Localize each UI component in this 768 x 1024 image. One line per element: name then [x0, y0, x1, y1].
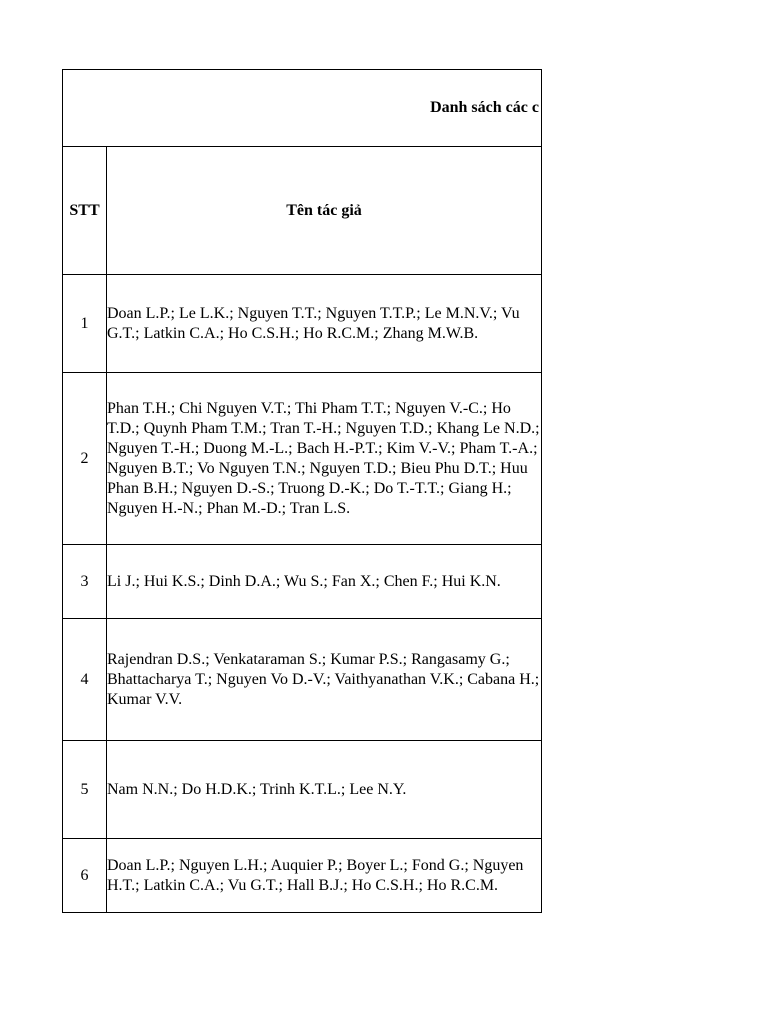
table-row [63, 619, 542, 741]
table-row [63, 373, 542, 545]
authors-table [62, 69, 542, 913]
row-number: 2 [63, 373, 107, 545]
row-number: 1 [63, 275, 107, 373]
table-title-cell [63, 70, 542, 147]
header-authors: Tên tác giả [107, 147, 542, 275]
table-title: Danh sách các c [430, 99, 539, 116]
row-number: 6 [63, 839, 107, 913]
row-authors: Rajendran D.S.; Venkataraman S.; Kumar P.S.; Rangasamy G.; Bhattacharya T.; Nguyen Vo D.-V.; Vaithyanathan V.K.; Cabana H.; Kumar V.V. [107, 619, 542, 741]
table-row [63, 741, 542, 839]
row-number: 3 [63, 545, 107, 619]
table-row [63, 839, 542, 913]
row-number: 5 [63, 741, 107, 839]
row-authors: Nam N.N.; Do H.D.K.; Trinh K.T.L.; Lee N.Y. [107, 741, 542, 839]
row-authors: Li J.; Hui K.S.; Dinh D.A.; Wu S.; Fan X.; Chen F.; Hui K.N. [107, 545, 542, 619]
row-authors: Doan L.P.; Le L.K.; Nguyen T.T.; Nguyen T.T.P.; Le M.N.V.; Vu G.T.; Latkin C.A.; Ho C.S.H.; Ho R.C.M.; Zhang M.W.B. [107, 275, 542, 373]
page-clip-edge [543, 60, 768, 930]
table-row [63, 545, 542, 619]
row-authors: Phan T.H.; Chi Nguyen V.T.; Thi Pham T.T.; Nguyen V.-C.; Ho T.D.; Quynh Pham T.M.; Tran T.-H.; Nguyen T.D.; Khang Le N.D.; Nguyen T.-H.; Duong M.-L.; Bach H.-P.T.; Kim V.-V.; Pham T.-A.; Nguyen B.T.; Vo Nguyen T.N.; Nguyen T.D.; Bieu Phu D.T.; Huu Phan B.H.; Nguyen D.-S.; Truong D.-K.; Do T.-T.T.; Giang H.; Nguyen H.-N.; Phan M.-D.; Tran L.S. [107, 373, 542, 545]
table-title-row [63, 70, 542, 147]
row-authors: Doan L.P.; Nguyen L.H.; Auquier P.; Boyer L.; Fond G.; Nguyen H.T.; Latkin C.A.; Vu G.T.; Hall B.J.; Ho C.S.H.; Ho R.C.M. [107, 839, 542, 913]
table-header-row [63, 147, 542, 275]
header-stt: STT [63, 147, 107, 275]
table-row [63, 275, 542, 373]
row-number: 4 [63, 619, 107, 741]
